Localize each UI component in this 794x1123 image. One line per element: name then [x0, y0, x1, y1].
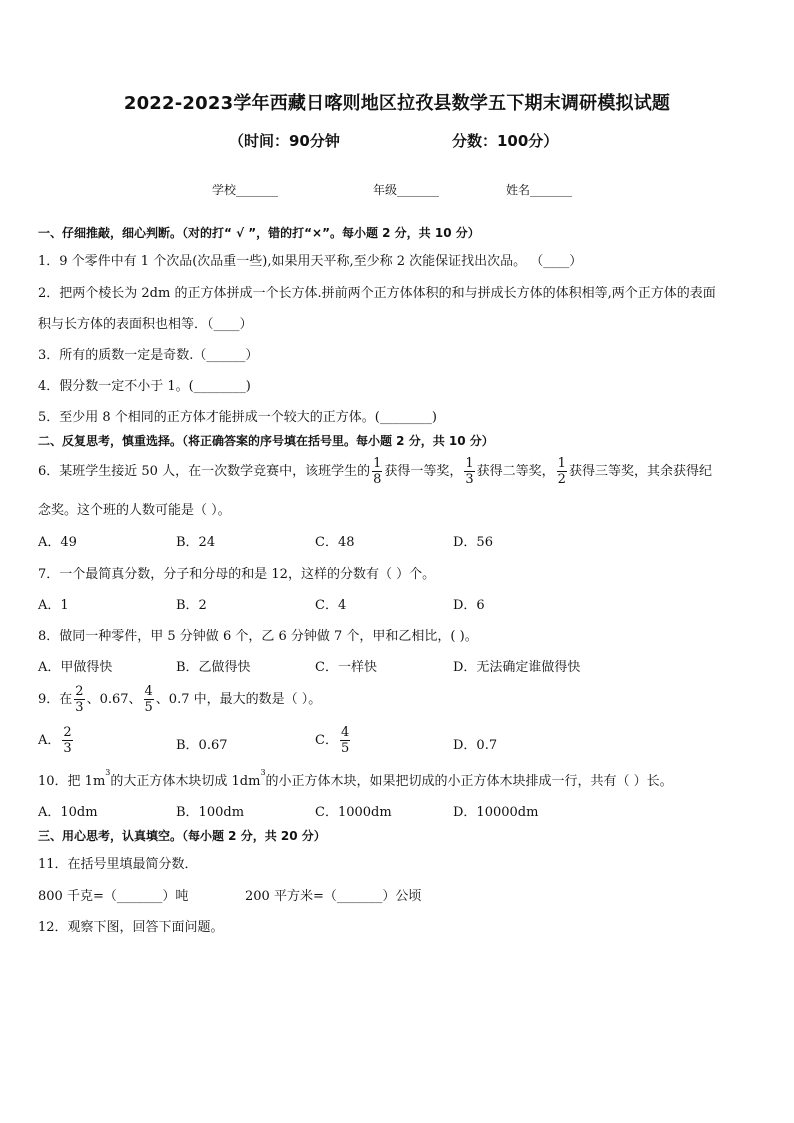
- fraction-denominator: 3: [63, 741, 72, 756]
- question-8: 8．做同一种零件，甲 5 分钟做 6 个，乙 6 分钟做 7 个，甲和乙相比，( )。: [38, 629, 478, 644]
- question-12: 12．观察下图，回答下面问题。: [38, 920, 224, 935]
- question-7-option-b: B．2: [176, 598, 207, 613]
- question-10-text-c: 的小正方体木块，如果把切成的小正方体木块排成一行，共有（ ）长。: [265, 774, 673, 789]
- exam-time: （时间：90分钟: [229, 132, 340, 150]
- question-9-option-d: D．0.7: [453, 738, 498, 753]
- question-9-text-b: 、0.67、: [86, 692, 142, 707]
- fraction-denominator: 5: [340, 741, 350, 756]
- section-3-title: 三、用心思考，认真填空。（每小题 2 分，共 20 分）: [38, 829, 326, 843]
- question-6-text-d: 获得三等奖，其余获得纪: [568, 464, 712, 479]
- fraction-denominator: 3: [465, 472, 474, 487]
- fraction-denominator: 5: [144, 700, 153, 715]
- question-9-option-c: [315, 721, 352, 761]
- question-11-part-a: 800 千克=（_______）吨: [38, 889, 189, 904]
- fraction-numerator: 4: [144, 684, 153, 699]
- exam-score: 分数：100分）: [452, 132, 559, 150]
- question-8-option-c: C．一样快: [315, 660, 377, 675]
- question-9-text-a: 9．在: [38, 692, 73, 707]
- question-6-text-a: 6．某班学生接近 50 人，在一次数学竞赛中，该班学生的: [38, 464, 371, 479]
- question-6-text-b: 获得一等奖，: [384, 464, 463, 479]
- section-2-title: 二、反复思考，慎重选择。（将正确答案的序号填在括号里。每小题 2 分，共 10 分）: [38, 434, 494, 448]
- question-9-option-a: [38, 721, 75, 761]
- question-10-option-c: C．1000dm: [315, 805, 392, 820]
- question-11-part-b: 200 平方米=（_______）公顷: [245, 889, 422, 904]
- question-6-option-d: D．56: [453, 535, 493, 550]
- fraction-denominator: 2: [557, 472, 566, 487]
- question-3: 3．所有的质数一定是奇数.（______）: [38, 348, 259, 363]
- question-8-option-a: A．甲做得快: [38, 660, 113, 675]
- fraction-denominator: 8: [373, 472, 382, 487]
- option-label: A．: [38, 733, 61, 748]
- question-6-option-a: A．49: [38, 535, 77, 550]
- question-10-option-b: B．100dm: [176, 805, 245, 820]
- question-10-text-a: 10．把 1m: [38, 774, 106, 789]
- fraction-numerator: 2: [75, 684, 84, 699]
- question-2-line-2: 积与长方体的表面积也相等．（____）: [38, 317, 253, 332]
- question-6-text-c: 获得二等奖，: [476, 464, 555, 479]
- section-1-title: 一、仔细推敲，细心判断。（对的打“ √ ”，错的打“×”。每小题 2 分，共 10 分）: [38, 226, 480, 240]
- question-6-line-1: [38, 452, 712, 492]
- question-9-text-c: 、0.7 中，最大的数是（ ）。: [155, 692, 322, 707]
- fraction-numerator: 2: [63, 725, 72, 740]
- fraction-numerator: 1: [557, 456, 566, 471]
- fraction-numerator: 1: [373, 456, 382, 471]
- fraction-numerator: 4: [340, 725, 350, 740]
- question-10-text-b: 的大正方体木块切成 1dm: [110, 774, 261, 789]
- question-1: 1．9 个零件中有 1 个次品(次品重一些),如果用天平称,至少称 2 次能保证找出次品。 （____）: [38, 254, 583, 269]
- name-field: 姓名_______: [506, 183, 573, 197]
- page-title: 2022-2023学年西藏日喀则地区拉孜县数学五下期末调研模拟试题: [123, 93, 671, 114]
- question-7-option-a: A．1: [38, 598, 69, 613]
- question-4: 4．假分数一定不小于 1。(________): [38, 379, 251, 394]
- grade-field: 年级_______: [373, 183, 440, 197]
- question-6-line-2: 念奖。这个班的人数可能是（ ）。: [38, 503, 231, 518]
- question-10-option-d: D．10000dm: [453, 805, 539, 820]
- question-9: [38, 680, 321, 720]
- question-8-option-d: D．无法确定谁做得快: [453, 660, 581, 675]
- fraction-one-eighth: [372, 456, 382, 487]
- question-7: 7．一个最简真分数，分子和分母的和是 12，这样的分数有（ ）个。: [38, 567, 436, 582]
- question-5: 5．至少用 8 个相同的正方体才能拼成一个较大的正方体。(________): [38, 410, 437, 425]
- fraction-one-half: [557, 456, 567, 487]
- fraction-two-thirds: [62, 725, 72, 756]
- question-7-option-c: C．4: [315, 598, 347, 613]
- question-2-line-1: 2．把两个棱长为 2dm 的正方体拼成一个长方体.拼前两个正方体体积的和与拼成长方体的体积相等,两个正方体的表面: [38, 286, 716, 301]
- fraction-four-fifths: [340, 725, 350, 756]
- question-6-option-c: C．48: [315, 535, 355, 550]
- fraction-denominator: 3: [75, 700, 84, 715]
- question-11: 11．在括号里填最简分数．: [38, 857, 198, 872]
- fraction-two-thirds: [74, 684, 84, 715]
- question-10: [38, 770, 673, 789]
- superscript-cube: 3: [105, 768, 111, 777]
- fraction-numerator: 1: [465, 456, 474, 471]
- question-9-option-b: B．0.67: [176, 738, 228, 753]
- school-field: 学校_______: [212, 183, 279, 197]
- fraction-one-third: [464, 456, 474, 487]
- question-6-option-b: B．24: [176, 535, 216, 550]
- question-7-option-d: D．6: [453, 598, 485, 613]
- option-label: C．: [315, 733, 338, 748]
- question-10-option-a: A．10dm: [38, 805, 98, 820]
- fraction-four-fifths: [144, 684, 154, 715]
- question-8-option-b: B．乙做得快: [176, 660, 251, 675]
- superscript-cube: 3: [260, 768, 266, 777]
